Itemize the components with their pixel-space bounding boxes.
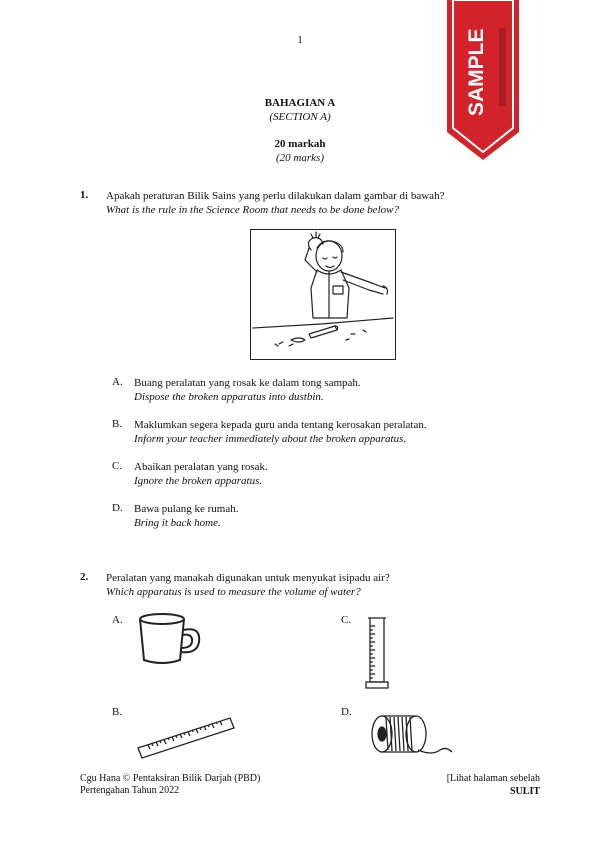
option-text[interactable]: Abaikan peralatan yang rosak. [134, 461, 268, 473]
sample-ribbon [447, 0, 519, 160]
section-marks: 20 markah [274, 138, 326, 150]
option-letter: B. [112, 418, 123, 430]
boy-broken-test-tube-illustration [251, 230, 395, 359]
ruler-icon [136, 714, 236, 762]
option-letter: C. [112, 460, 123, 472]
footer-term: Pertengahan Tahun 2022 [80, 785, 180, 796]
question-number: 1. [80, 189, 89, 201]
option-b-image[interactable] [136, 714, 236, 767]
section-title: BAHAGIAN A [264, 97, 336, 109]
measuring-cylinder-icon [362, 612, 392, 692]
question-figure [250, 229, 396, 360]
footer-credit: Cgu Hana © Pentaksiran Bilik Darjah (PBD) [80, 773, 261, 784]
option-c-image[interactable] [362, 612, 392, 697]
option-text-en: Ignore the broken apparatus. [134, 475, 263, 487]
option-text-en: Inform your teacher immediately about the broken apparatus. [134, 433, 407, 445]
footer-confidential: SULIT [509, 786, 540, 797]
question-text: Apakah peraturan Bilik Sains yang perlu dilakukan dalam gambar di bawah? [106, 190, 445, 202]
section-marks-en: (20 marks) [276, 152, 324, 164]
option-a-image[interactable] [136, 610, 206, 673]
option-letter: A. [112, 614, 123, 626]
footer-next-page: [Lihat halaman sebelah [446, 773, 540, 784]
question-text-en: What is the rule in the Science Room that needs to be done below? [106, 204, 399, 216]
option-d-image[interactable] [368, 710, 454, 767]
page-number: 1 [297, 34, 303, 46]
thread-spool-icon [368, 710, 454, 762]
option-text[interactable]: Buang peralatan yang rosak ke dalam tong sampah. [134, 377, 361, 389]
ribbon-shape [447, 0, 519, 160]
option-text[interactable]: Bawa pulang ke rumah. [134, 503, 239, 515]
question-text: Peralatan yang manakah digunakan untuk menyukat isipadu air? [106, 572, 390, 584]
question-text-en: Which apparatus is used to measure the volume of water? [106, 586, 361, 598]
option-letter: D. [112, 502, 123, 514]
section-title-en: (SECTION A) [269, 111, 331, 123]
cup-icon [136, 610, 206, 668]
ribbon-label: SAMPLE [465, 28, 488, 116]
option-letter: B. [112, 706, 123, 718]
option-letter: A. [112, 376, 123, 388]
option-letter: D. [341, 706, 352, 718]
question-number: 2. [80, 571, 89, 583]
option-text-en: Dispose the broken apparatus into dustbin. [134, 391, 324, 403]
option-text-en: Bring it back home. [134, 517, 221, 529]
option-text[interactable]: Maklumkan segera kepada guru anda tentang kerosakan peralatan. [134, 419, 427, 431]
option-letter: C. [341, 614, 352, 626]
